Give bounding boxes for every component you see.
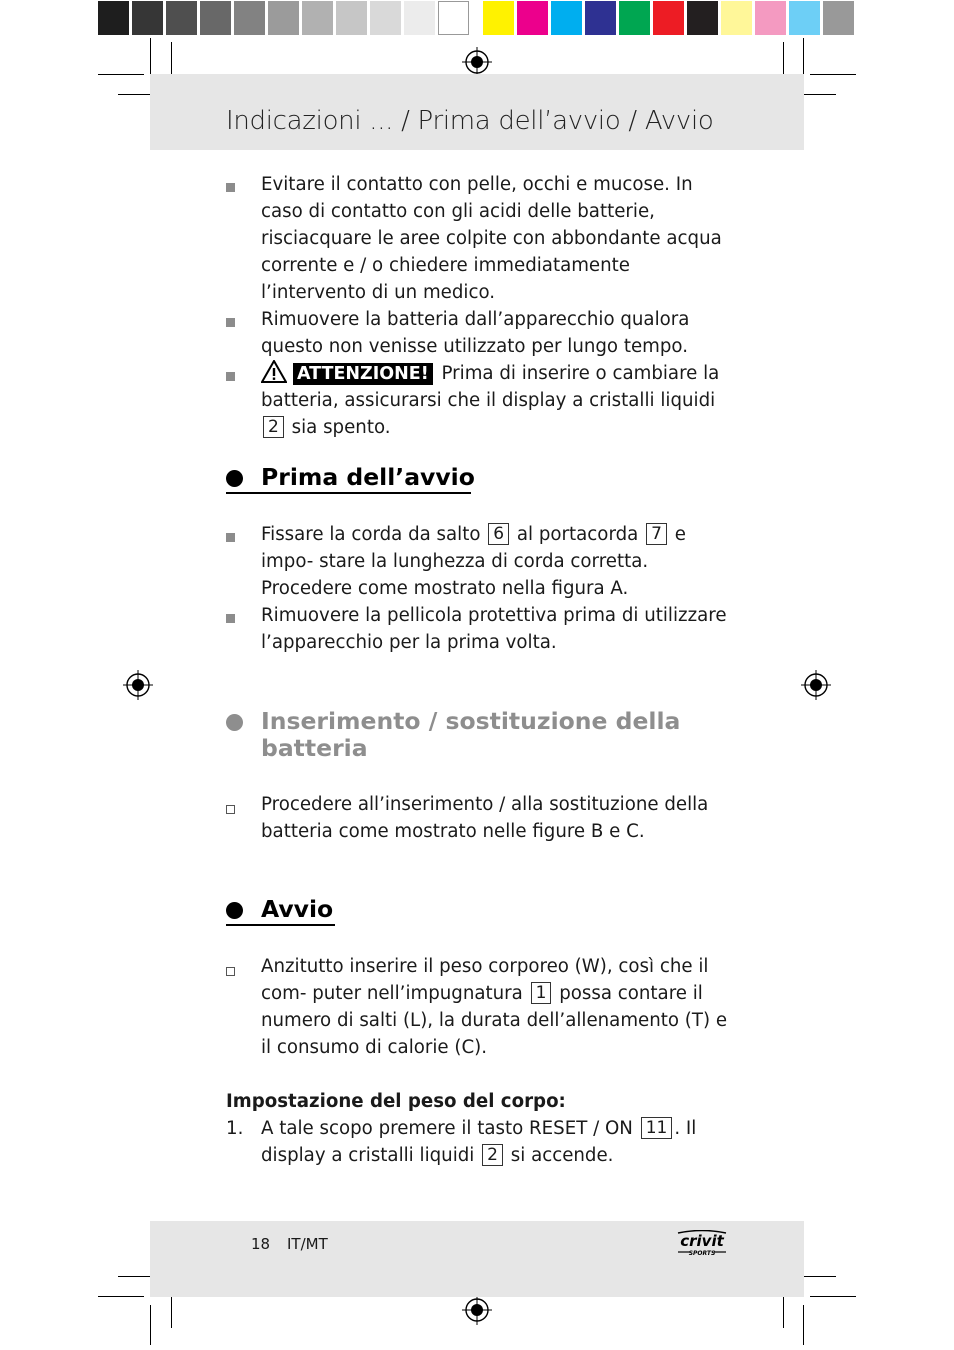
step-text: . Il display a cristalli liquidi	[261, 1118, 697, 1166]
color-swatch	[404, 1, 435, 35]
list-item	[226, 306, 736, 360]
color-swatch	[517, 1, 548, 35]
color-swatch	[789, 1, 820, 35]
section-heading-text	[261, 708, 680, 762]
crop-mark	[171, 1292, 172, 1328]
crop-mark	[810, 1296, 856, 1297]
color-swatch	[823, 1, 854, 35]
page-number: 18	[251, 1235, 271, 1253]
square-bullet-icon	[226, 614, 235, 623]
list-item-text: possa contare il numero di salti (L), la durata dell’allenamento (T) e il consumo di calorie (C).	[261, 983, 728, 1058]
color-swatch	[200, 1, 231, 35]
list-item-text: Rimuovere la pellicola protettiva prima di utilizzare l’apparecchio per la prima volta.	[261, 605, 727, 653]
reference-number: 11	[641, 1117, 673, 1139]
color-swatch	[551, 1, 582, 35]
heading-underline	[226, 924, 335, 926]
section-heading-text: Prima dell’avvio	[261, 463, 475, 491]
numbered-step	[226, 1115, 736, 1169]
registration-mark-icon	[462, 1295, 492, 1325]
color-swatch	[483, 1, 514, 35]
square-bullet-icon	[226, 183, 235, 192]
reference-number: 2	[482, 1144, 503, 1166]
step-number: 1.	[226, 1118, 244, 1139]
color-swatch	[98, 1, 129, 35]
open-square-bullet-icon	[226, 805, 235, 814]
section-heading-text: Avvio	[261, 895, 334, 923]
color-swatch	[268, 1, 299, 35]
color-swatch	[438, 1, 469, 35]
color-swatch	[166, 1, 197, 35]
registration-mark-icon	[123, 670, 153, 700]
reference-number: 2	[263, 416, 284, 438]
crop-mark	[810, 74, 856, 75]
list-item-text: e impo- stare la lunghezza di corda corretta. Procedere come mostrato nella figura A.	[261, 524, 686, 599]
color-swatch	[585, 1, 616, 35]
crop-mark	[171, 42, 172, 78]
list-item-text: Anzitutto inserire il peso corporeo (W), così che il com- puter nell’impugnatura	[261, 956, 709, 1004]
color-swatch	[132, 1, 163, 35]
step-text: si accende.	[510, 1145, 614, 1166]
warning-item	[226, 360, 736, 441]
color-swatch	[721, 1, 752, 35]
list-item	[226, 521, 736, 602]
page-title: Indicazioni ... / Prima dell’avvio / Avvio	[226, 106, 714, 136]
crivit-sports-logo	[676, 1230, 728, 1258]
reference-number: 6	[488, 523, 509, 545]
list-item	[226, 953, 736, 1061]
heading-line-2: batteria	[261, 734, 368, 762]
avvio-list	[226, 953, 736, 1061]
section-heading-battery	[226, 708, 680, 762]
crop-mark	[150, 38, 151, 78]
crop-mark	[98, 1296, 144, 1297]
color-swatch	[687, 1, 718, 35]
language-code: IT/MT	[287, 1235, 328, 1253]
weight-setting	[226, 1088, 736, 1169]
crop-mark	[98, 74, 144, 75]
section-heading-avvio	[226, 896, 333, 923]
list-item-text: Rimuovere la batteria dall’apparecchio qualora questo non venisse utilizzato per lungo tempo.	[261, 309, 690, 357]
crop-mark	[783, 42, 784, 78]
list-item	[226, 791, 736, 845]
crop-mark	[150, 1305, 151, 1345]
list-item	[226, 602, 736, 656]
warning-label: ATTENZIONE!	[293, 363, 433, 385]
bullet-dot-icon	[226, 902, 243, 919]
crop-mark	[803, 38, 804, 78]
list-item-text: al portacorda	[516, 524, 639, 545]
open-square-bullet-icon	[226, 967, 235, 976]
color-swatch	[653, 1, 684, 35]
list-item-text: Evitare il contatto con pelle, occhi e mucose. In caso di contatto con gli acidi delle batterie, risciacquare le aree colpite con abbondante acqua corrente e / o chiedere immediatamente l’intervento di un medico.	[261, 174, 722, 303]
color-calibration-bar	[483, 1, 857, 35]
color-swatch	[234, 1, 265, 35]
square-bullet-icon	[226, 372, 235, 381]
color-swatch	[302, 1, 333, 35]
logo-subtext: SPORTS	[688, 1250, 716, 1257]
list-item	[226, 171, 736, 306]
warning-text-end: sia spento.	[291, 417, 391, 438]
gray-calibration-bar	[98, 1, 472, 35]
subheading: Impostazione del peso del corpo:	[226, 1091, 566, 1112]
registration-mark-icon	[801, 670, 831, 700]
prima-list	[226, 521, 736, 656]
crop-mark	[783, 1292, 784, 1328]
crop-mark	[803, 1305, 804, 1345]
battery-list	[226, 791, 736, 845]
square-bullet-icon	[226, 318, 235, 327]
color-swatch	[336, 1, 367, 35]
color-swatch	[370, 1, 401, 35]
reference-number: 7	[646, 523, 667, 545]
heading-line-1: Inserimento / sostituzione della	[261, 707, 681, 735]
reference-number: 1	[531, 982, 552, 1004]
logo-text: crivit	[680, 1232, 724, 1250]
registration-mark-icon	[462, 47, 492, 77]
warning-triangle-icon	[261, 360, 287, 383]
bullet-dot-icon	[226, 714, 243, 731]
heading-underline	[226, 492, 471, 494]
color-swatch	[619, 1, 650, 35]
bullet-dot-icon	[226, 470, 243, 487]
color-swatch	[755, 1, 786, 35]
warning-text: Prima di inserire o cambiare la batteria, assicurarsi che il display a cristalli liquidi	[261, 363, 720, 411]
section-heading-prima-avvio	[226, 464, 475, 491]
list-item-text: Procedere all’inserimento / alla sostituzione della batteria come mostrato nelle figure B e C.	[261, 794, 709, 842]
safety-list	[226, 171, 736, 441]
square-bullet-icon	[226, 533, 235, 542]
list-item-text: Fissare la corda da salto	[261, 524, 481, 545]
step-text: A tale scopo premere il tasto RESET / ON	[261, 1118, 633, 1139]
